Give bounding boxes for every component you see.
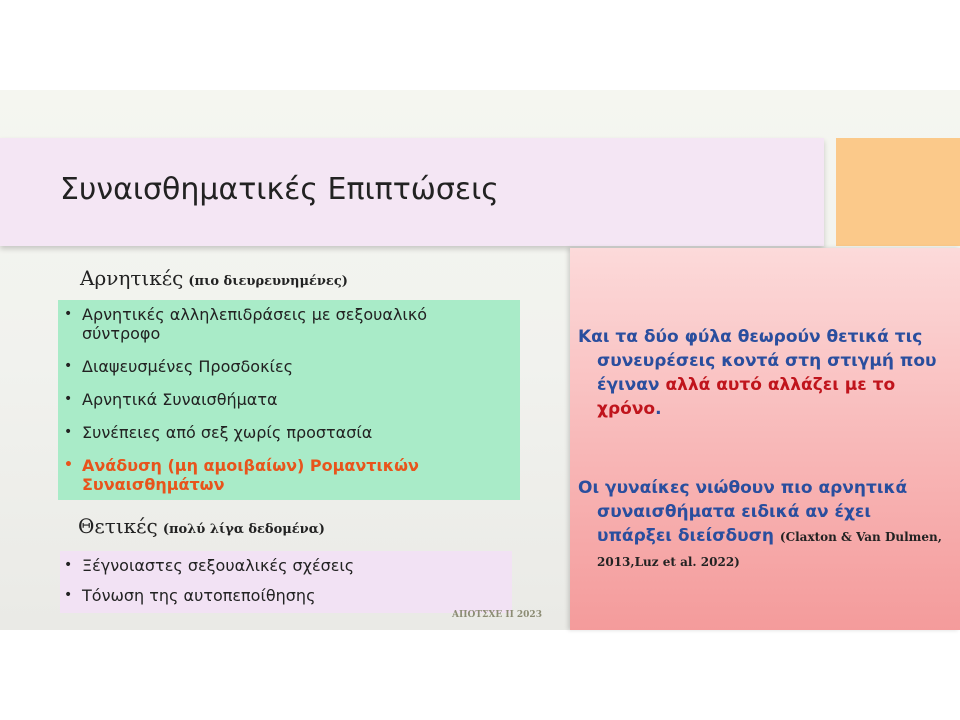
citation-cont: 2013,Luz et al. 2022) [597, 555, 740, 569]
positive-heading [78, 514, 325, 538]
accent-block [836, 138, 960, 246]
positive-heading-label: Θετικές [78, 514, 158, 538]
list-item-highlight: • Ανάδυση (μη αμοιβαίων) Ρομαντικών Συναισθημάτων [60, 456, 500, 494]
list-item: • Συνέπειες από σεξ χωρίς προστασία [60, 423, 500, 442]
negative-heading-label: Αρνητικές [80, 266, 184, 290]
positive-heading-note: (πολύ λίγα δεδομένα) [162, 522, 325, 537]
summary-paragraph-1 [578, 325, 958, 421]
slide-title: Συναισθηματικές Επιπτώσεις [60, 172, 499, 207]
para1-line2: συνευρέσεις κοντά στη στιγμή που έγιναν αλλά αυτό αλλάζει με το χρόνο. [597, 351, 937, 419]
footer-text: ΑΠΟΤΣΧΕ II 2023 [452, 610, 542, 620]
para1-line1: Και τα δύο φύλα θεωρούν θετικά τις [578, 327, 923, 347]
summary-paragraph-2 [578, 476, 958, 574]
negative-list [60, 305, 500, 494]
para2-line1: Οι γυναίκες νιώθουν πιο αρνητικά [578, 478, 908, 498]
list-item: • Αρνητικά Συναισθήματα [60, 390, 500, 409]
list-item: • Αρνητικές αλληλεπιδράσεις με σεξουαλικό σύντροφο [60, 305, 500, 343]
list-item: • Διαψευσμένες Προσδοκίες [60, 357, 500, 376]
para2-body: συναισθήματα ειδικά αν έχει υπάρξει διείσδυση (Claxton & Van Dulmen, 2013,Luz et al. 2022) [597, 502, 942, 569]
positive-list [60, 556, 500, 616]
negative-heading-note: (πιο διευρευνημένες) [188, 274, 348, 289]
citation: (Claxton & Van Dulmen, [779, 530, 942, 544]
list-item: • Ξέγνοιαστες σεξουαλικές σχέσεις [60, 556, 500, 575]
negative-heading [80, 266, 348, 290]
list-item: • Τόνωση της αυτοπεποίθησης [60, 586, 500, 605]
